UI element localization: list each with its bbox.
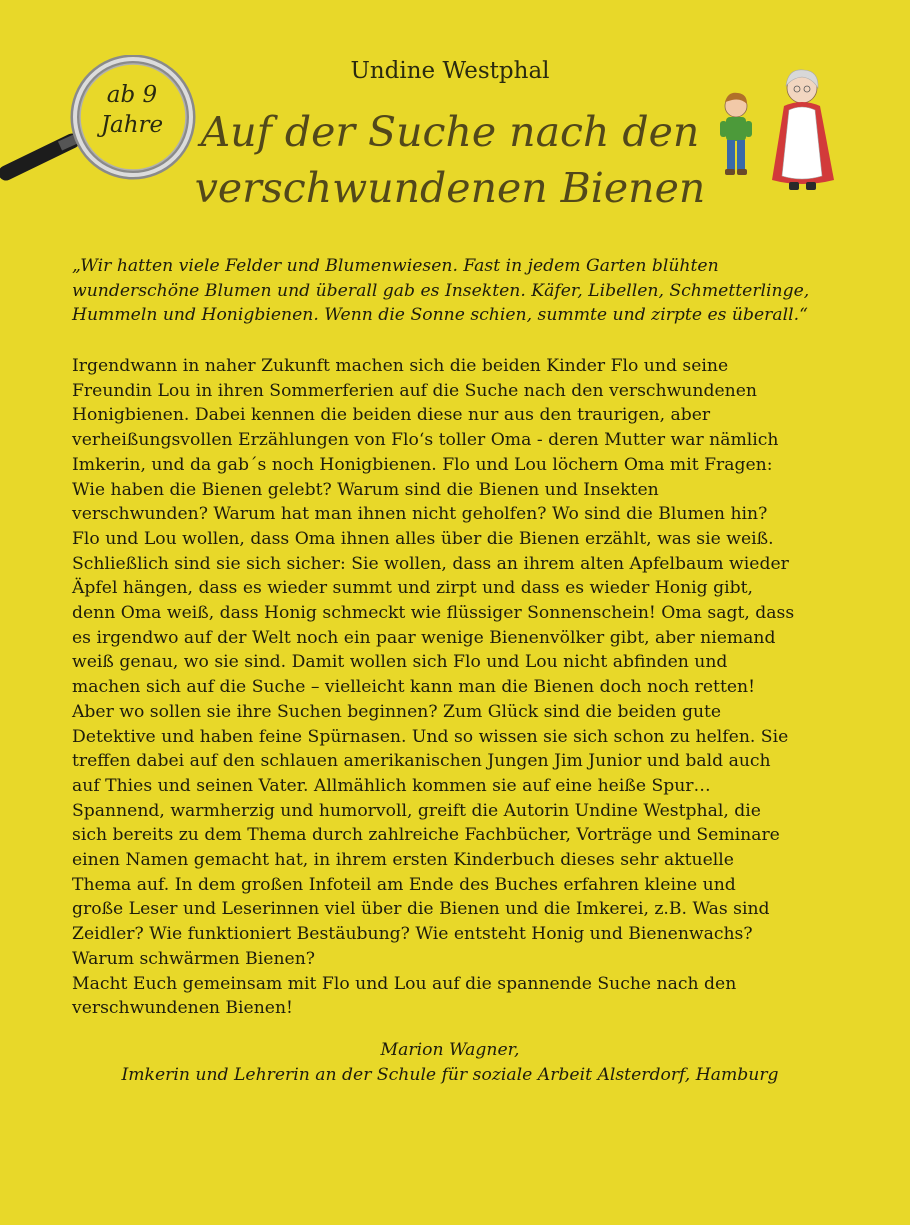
blurb-line: Wie haben die Bienen gelebt? Warum sind die Bienen und Insekten xyxy=(72,479,659,500)
title-line1: Auf der Suche nach den xyxy=(200,108,700,156)
blurb-line: große Leser und Leserinnen viel über die Bienen und die Imkerei, z.B. Was sind xyxy=(72,899,770,920)
blurb-text xyxy=(72,354,862,1021)
blurb-line: Honigbienen. Dabei kennen die beiden diese nur aus den traurigen, aber xyxy=(72,405,711,426)
blurb-line: Freundin Lou in ihren Sommerferien auf die Suche nach den verschwundenen xyxy=(72,380,757,401)
grandma-figure xyxy=(772,70,834,190)
blurb-line: Schließlich sind sie sich sicher: Sie wollen, dass an ihrem alten Apfelbaum wieder xyxy=(72,553,789,574)
blurb-line: treffen dabei auf den schlauen amerikanischen Jungen Jim Junior und bald auch xyxy=(72,751,771,772)
blurb-line: Warum schwärmen Bienen? xyxy=(72,948,315,969)
blurb-line: Detektive und haben feine Spürnasen. Und so wissen sie sich schon zu helfen. Sie xyxy=(72,726,789,747)
blurb-line: verheißungsvollen Erzählungen von Flo‘s toller Oma - deren Mutter war nämlich xyxy=(72,430,779,451)
book-title xyxy=(150,104,750,216)
quote-line: wunderschöne Blumen und überall gab es Insekten. Käfer, Libellen, Schmetterlinge, xyxy=(72,280,810,301)
blurb-line: auf Thies und seinen Vater. Allmählich kommen sie auf eine heiße Spur… xyxy=(72,775,711,796)
intro-quote xyxy=(72,254,852,328)
blurb-line: Aber wo sollen sie ihre Suchen beginnen? Zum Glück sind die beiden gute xyxy=(72,701,722,722)
boy-and-grandma-illustration xyxy=(714,58,844,198)
blurb-line: verschwunden? Warum hat man ihnen nicht geholfen? Wo sind die Blumen hin? xyxy=(72,504,768,525)
age-badge-line1: ab 9 xyxy=(106,82,158,108)
blurb-line: Imkerin, und da gab´s noch Honigbienen. Flo und Lou löchern Oma mit Fragen: xyxy=(72,454,773,475)
title-line2: verschwundenen Bienen xyxy=(194,164,706,212)
blurb-line: Thema auf. In dem großen Infoteil am Ende des Buches erfahren kleine und xyxy=(72,874,736,895)
blurb-line: Irgendwann in naher Zukunft machen sich die beiden Kinder Flo und seine xyxy=(72,356,729,376)
reviewer-name: Marion Wagner, xyxy=(380,1040,520,1060)
blurb-line: es irgendwo auf der Welt noch ein paar wenige Bienenvölker gibt, aber niemand xyxy=(72,627,776,648)
blurb-line: einen Namen gemacht hat, in ihrem ersten Kinderbuch dieses sehr aktuelle xyxy=(72,850,734,871)
blurb-line: verschwundenen Bienen! xyxy=(72,998,293,1019)
blurb-line: Äpfel hängen, dass es wieder summt und zirpt und dass es wieder Honig gibt, xyxy=(72,578,753,599)
blurb-line: machen sich auf die Suche – vielleicht kann man die Bienen doch noch retten! xyxy=(72,677,756,698)
blurb-line: Spannend, warmherzig und humorvoll, greift die Autorin Undine Westphal, die xyxy=(72,800,761,821)
blurb-line: Macht Euch gemeinsam mit Flo und Lou auf die spannende Suche nach den xyxy=(72,973,737,994)
blurb-line: Zeidler? Wie funktioniert Bestäubung? Wie entsteht Honig und Bienenwachs? xyxy=(72,924,753,945)
blurb-line: weiß genau, wo sie sind. Damit wollen sich Flo und Lou nicht abfinden und xyxy=(72,652,728,673)
blurb-line: denn Oma weiß, dass Honig schmeckt wie flüssiger Sonnenschein! Oma sagt, dass xyxy=(72,603,795,624)
quote-line: Hummeln und Honigbienen. Wenn die Sonne schien, summte und zirpte es überall.“ xyxy=(72,305,808,325)
reviewer-role: Imkerin und Lehrerin an der Schule für soziale Arbeit Alsterdorf, Hamburg xyxy=(121,1065,779,1085)
blurb-line: sich bereits zu dem Thema durch zahlreiche Fachbücher, Vorträge und Seminare xyxy=(72,825,780,846)
blurb-line: Flo und Lou wollen, dass Oma ihnen alles über die Bienen erzählt, was sie weiß. xyxy=(72,528,774,549)
reviewer-signature xyxy=(72,1038,828,1088)
age-badge-line2: Jahre xyxy=(100,112,164,138)
boy-figure xyxy=(720,93,752,175)
author-name: Undine Westphal xyxy=(350,58,550,84)
quote-line: „Wir hatten viele Felder und Blumenwiesen. Fast in jedem Garten blühten xyxy=(72,256,719,276)
